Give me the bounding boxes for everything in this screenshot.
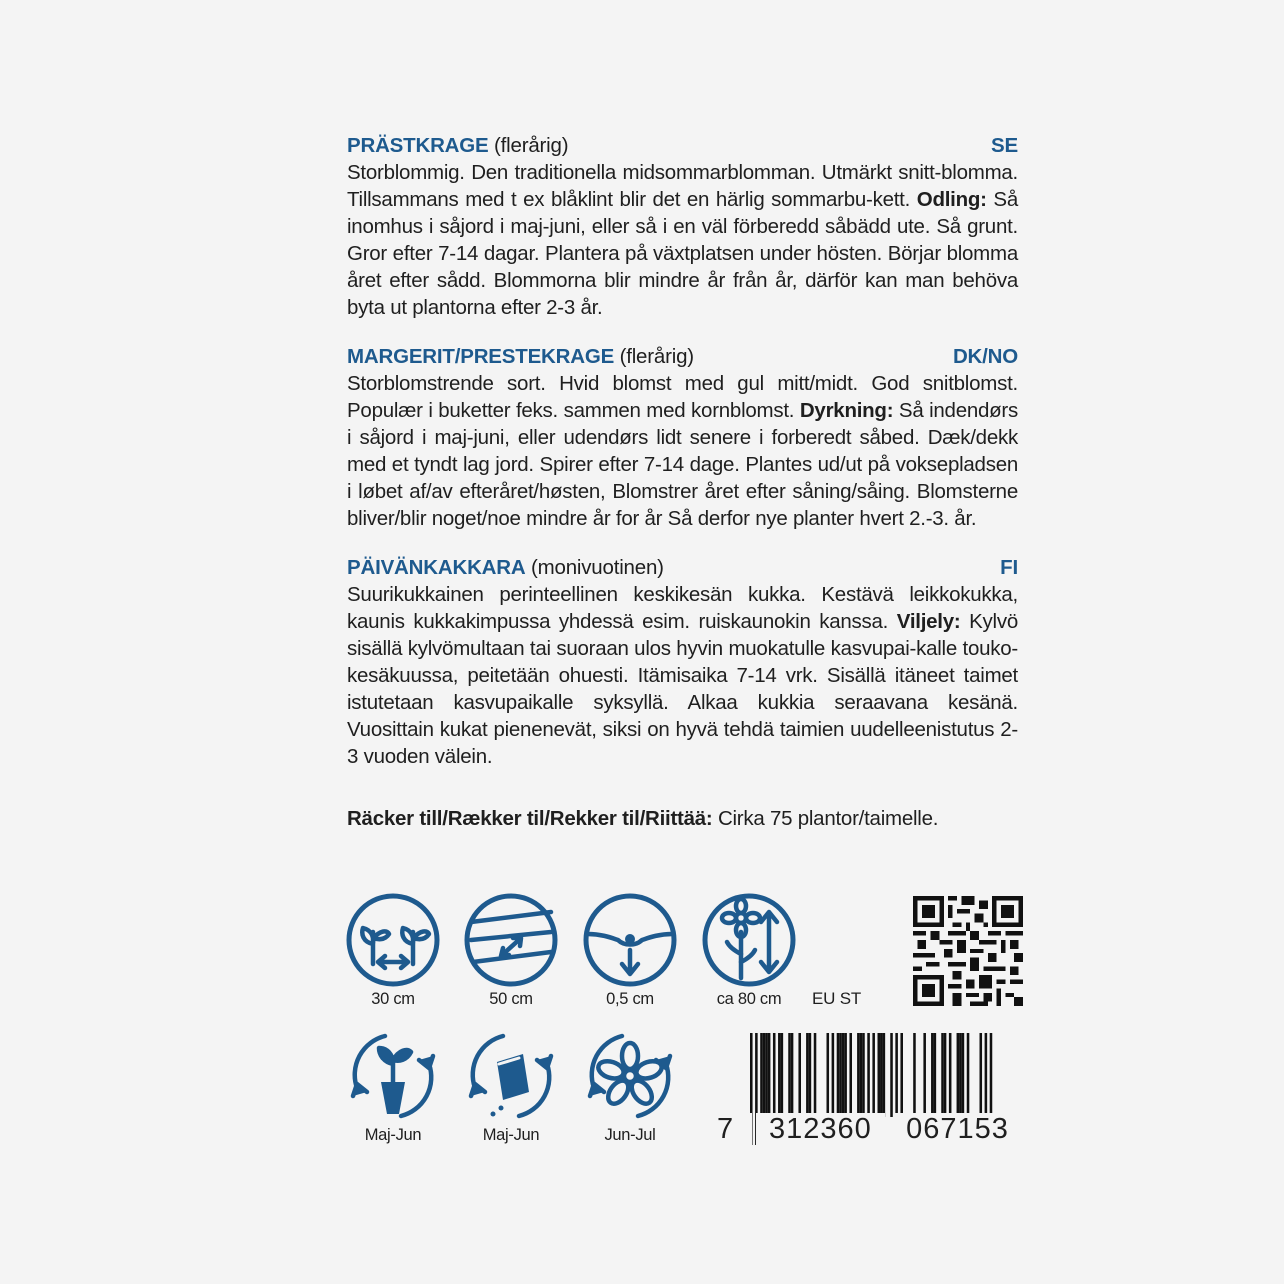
section-dk-no (347, 343, 1018, 532)
language-code: FI (1000, 556, 1018, 579)
barcode-bar (844, 1033, 847, 1117)
plant-height-label: ca 80 cm (716, 990, 782, 1008)
barcode-bar (860, 1033, 863, 1117)
barcode-bar (760, 1033, 763, 1117)
section-qualifier: (flerårig) (494, 134, 569, 157)
barcode-bar (814, 1033, 817, 1117)
barcode-bar (837, 1033, 840, 1117)
barcode-bar (798, 1033, 801, 1117)
barcode-right-digits: 067153 (893, 1113, 1022, 1146)
section-fi (347, 554, 1018, 770)
flowering-icon (582, 1028, 678, 1145)
eu-standard-label: EU ST (812, 989, 862, 1008)
barcode-bar (788, 1033, 791, 1117)
barcode-bar (967, 1033, 970, 1117)
row-spacing-icon (463, 892, 559, 1009)
section-se (347, 132, 1018, 321)
barcode-bar (941, 1033, 944, 1117)
barcode-bar (827, 1033, 830, 1117)
barcode-bar (900, 1033, 903, 1117)
barcode-bar (773, 1033, 776, 1117)
barcode-bar (781, 1033, 784, 1117)
indoor-sowing-icon (345, 1028, 441, 1145)
section-body: Suurikukkainen perinteellinen keskikesän kukka. Kestävä leikkokukka, kaunis kukkakimpussa yhdessä esim. ruiskaunokin kanssa. Viljely: Kylvö sisällä kylvömultaan tai suoraan ulos hyvin muokatulle kasvupai-kalle touko-kesäkuussa, peitetään ohuesti. Itämisaika 7-14 vrk. Sisällä itäneet taimet istutetaan kasvupaikalle syksyllä. Alkaa kukkia seraavana kesänä. Vuosittain kukat pienenevät, siksi on hyvä tehdä taimien uudelleenistutus 2-3 vuoden välein. (347, 583, 1018, 768)
barcode-bar (880, 1033, 883, 1117)
text-content (347, 132, 1018, 832)
section-header (347, 343, 1018, 370)
barcode-bar (862, 1033, 865, 1117)
section-title: PRÄSTKRAGE (347, 134, 489, 157)
qr-code-icon (913, 896, 1023, 1006)
barcode-bar (883, 1033, 886, 1117)
language-code: DK/NO (952, 345, 1018, 368)
barcode-bar (768, 1033, 771, 1117)
barcode-bar (931, 1033, 934, 1117)
outdoor-sowing-icon (463, 1028, 559, 1145)
barcode-bar (842, 1033, 845, 1117)
section-header (347, 554, 1018, 581)
plant-spacing-label: 30 cm (371, 990, 415, 1008)
plant-height-icon (701, 892, 797, 1009)
sowing-depth-label: 0,5 cm (606, 990, 654, 1008)
barcode-bar (849, 1033, 852, 1117)
barcode-bar (778, 1033, 781, 1117)
section-qualifier: (flerårig) (619, 345, 694, 368)
barcode-bar (809, 1033, 812, 1117)
section-body: Storblommig. Den traditionella midsommarblomman. Utmärkt snitt-blomma. Tillsammans med t ex blåklint blir det en härlig sommarbu-kett. Odling: Så inomhus i såjord i maj-juni, eller så i en väl förberedd såbädd ute. Så grunt. Gror efter 7-14 dagar. Plantera på växtplatsen under hösten. Börjar blomma året efter sådd. Blommorna blir mindre år från år, därför kan man behöva byta ut plantorna efter 2-3 år. (347, 161, 1019, 319)
barcode-bar (913, 1033, 916, 1117)
plant-spacing-icon (345, 892, 441, 1009)
section-title: PÄIVÄNKAKKARA (347, 556, 526, 579)
flowering-label: Jun-Jul (604, 1126, 656, 1144)
barcode-bar (857, 1033, 860, 1117)
barcode-bar (765, 1033, 768, 1117)
section-header (347, 132, 1018, 159)
barcode-bar (959, 1033, 962, 1117)
barcode-first-digit: 7 (716, 1113, 752, 1146)
section-title: MARGERIT/PRESTEKRAGE (347, 345, 615, 368)
indoor-sowing-label: Maj-Jun (364, 1126, 422, 1144)
barcode-bar (895, 1033, 898, 1117)
barcode-bar (923, 1033, 926, 1117)
yield-info: Räcker till/Rækker til/Rekker til/Riittää: Cirka 75 plantor/taimelle. (347, 807, 939, 830)
language-code: SE (991, 134, 1018, 157)
barcode-bar (934, 1033, 937, 1117)
barcode-bar (962, 1033, 965, 1117)
barcode-bar (980, 1033, 983, 1117)
barcode-bar (832, 1033, 835, 1117)
barcode-bar (949, 1033, 952, 1117)
outdoor-sowing-label: Maj-Jun (482, 1126, 540, 1144)
barcode-left-digits: 312360 (756, 1113, 885, 1146)
barcode-bar (763, 1033, 766, 1117)
sowing-depth-icon (582, 892, 678, 1009)
section-qualifier: (monivuotinen) (531, 556, 664, 579)
barcode-bar (839, 1033, 842, 1117)
barcode-bar (944, 1033, 947, 1117)
barcode-number (716, 1113, 1022, 1146)
barcode-bar (878, 1033, 881, 1117)
barcode-bar (806, 1033, 809, 1117)
barcode-bar (957, 1033, 960, 1117)
barcode-bar (791, 1033, 794, 1117)
section-body: Storblomstrende sort. Hvid blomst med gul mitt/midt. God snitblomst. Populær i buketter feks. sammen med kornblomst. Dyrkning: Så indendørs i såjord i maj-juni, eller udendørs lidt senere i forberedt såbed. Dæk/dekk med et tyndt lag jord. Spirer efter 7-14 dage. Plantes ud/ut på voksepladsen i løbet af/av efteråret/høsten, Blomstrer året efter såning/såing. Blomsterne bliver/blir noget/noe mindre år for år Så derfor nye planter hvert 2.-3. år. (347, 372, 1018, 530)
row-spacing-label: 50 cm (489, 990, 533, 1008)
barcode-bar (890, 1033, 893, 1117)
